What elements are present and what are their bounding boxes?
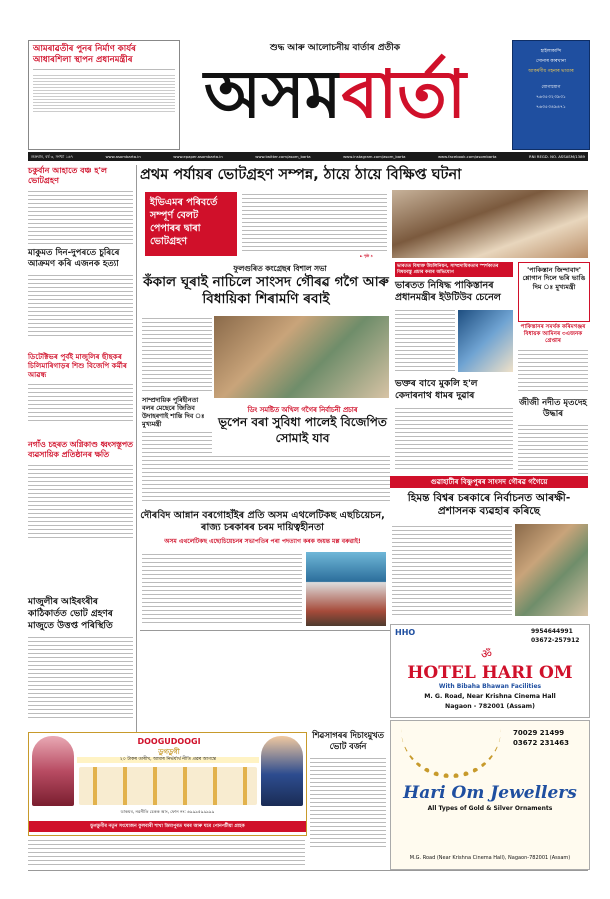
rally-kicker: ফুলগুৰিত কংগ্ৰেছৰ বিশাল সভা	[233, 264, 327, 273]
athletics-body	[142, 552, 302, 626]
top-right-ad	[512, 40, 590, 150]
hotel-ad-address-1: M. G. Road, Near Krishna Cinema Hall	[424, 693, 556, 700]
top-left-headline-1: আমৰাৱতীৰ পুনৰ নিৰ্মাণ কাৰ্যৰ	[33, 44, 136, 54]
top-left-box	[28, 40, 180, 150]
left-story-5	[28, 596, 133, 719]
pillar-title: জীজী নদীত মৃতদেহ উদ্ধাৰ	[519, 398, 587, 419]
rally-body	[142, 316, 212, 392]
jewellers-ad-sub: All Types of Gold & Silver Ornaments	[427, 805, 553, 812]
doogudoogi-ad	[28, 732, 307, 836]
hotel-ad-hho: HHO	[395, 628, 416, 637]
masthead-title	[200, 52, 470, 136]
left-story-3	[28, 352, 133, 422]
bhupen-headline: ভূপেন বৰা সুবিধা পালেই বিজেপিত সোমাই যাব	[218, 415, 387, 445]
left-story-1	[28, 166, 133, 247]
model-photo	[261, 736, 303, 806]
jewellers-ad-phone-1: 70029 21499	[513, 729, 565, 737]
evm-box	[145, 192, 237, 256]
top-right-ad-line: যোগাযোগ	[541, 85, 561, 90]
hotel-ad-sub: With Bibaha Bhawan Facilities	[438, 683, 542, 690]
doogudoogi-address: ডাকঘৰ, নৱনীতি চেকক আং, ফোন নং: ৬৯৯৯৫৯৯৯৯৯	[120, 809, 215, 814]
guwahati-box	[390, 476, 588, 488]
info-bar-link[interactable]: www.twitter.com/asom_barta	[255, 154, 311, 159]
hotel-ad-phone-2: 03672-257912	[531, 637, 580, 644]
evm-box-text: ইভিএমৰ পৰিবৰ্তে সম্পূৰ্ণ বেলট পেপাৰৰ দ্বাৰা ভোটগ্ৰহণ	[150, 197, 218, 247]
pakistan-box	[518, 262, 590, 322]
jewellers-ad-address: M.G. Road (Near Krishna Cinema Hall), Nagaon-782001 (Assam)	[409, 855, 571, 861]
left-column-divider	[136, 165, 137, 735]
india-news-body	[395, 308, 455, 372]
left-story-2-title: মাকুমত দিন-দুপৰতে চুৰিৰে আক্ৰমণ কৰি এজনক হত্যা	[28, 248, 120, 269]
hotel-ad-om: ॐ	[481, 647, 492, 661]
bhakta-headline: ভক্তৰ বাবে মুকলি হ'ল কেদাৰনাথ ধামৰ দুৱাৰ	[395, 378, 478, 401]
hotel-ad-phone-1: 9954644991	[531, 628, 573, 635]
athletics-subhead: অসম এথলেটিকছ এছোচিয়েচনৰ সভাপতিৰ পৰা পদত্যাগ কৰক জয়ন্ত মল্ল বৰুৱাই!	[164, 538, 361, 545]
doogudoogi-brand-sub: ডুগডুগী	[158, 748, 180, 756]
masthead-tagline: শুদ্ধ আৰু আলোচনীয় বাৰ্তাৰ প্ৰতীক	[269, 43, 401, 53]
top-right-ad-line: ৭৬৩৫৩২৩৯৩১	[536, 95, 566, 100]
masthead-title-part1: অসম	[204, 55, 342, 133]
india-news-photo	[458, 310, 513, 372]
info-bar	[28, 152, 588, 161]
left-story-4-title: নগাঁও চহৰত অগ্নিকাণ্ড ধ্বংসস্তূপত ব্যৱসায়িক প্ৰতিষ্ঠানৰ ক্ষতি	[28, 440, 133, 459]
left-story-3-title: ডিটেক্টিভৰ পুৰ্বই মাজুলিৰ ছীছকৰ চিলিমাৰিগাড়ৰ শিশু বিজেপি কৰ্মীৰ আৱন্ধ	[28, 352, 127, 379]
bhakta-body	[395, 406, 513, 470]
sibsagar-title: শিৱসাগৰৰ দিচাংমুখত ভোট বৰ্জন	[312, 730, 384, 751]
hotel-ad	[390, 624, 590, 718]
bottom-left-text	[28, 838, 305, 866]
bhupen-kicker: ডিং সমষ্টিত অখিল গগৈৰ নিৰ্বাচনী প্ৰচাৰ	[247, 406, 358, 414]
pillar-story	[518, 398, 588, 483]
india-news-kicker: ভাৰতত বিষাক্ত উচলিনিয়ন, সাম্প্ৰদায়িকতাৰ স্পৰ্শকাতৰ বিষয়বস্তু প্ৰচাৰ কৰাৰ অভিযোগ	[395, 262, 513, 277]
rally-headline: কঁকাল ঘূৰাই নাচিলে সাংসদ গৌৰৱ গগৈ আৰু বিধায়িকা শিৰামণি ৰবাই	[143, 274, 389, 307]
rally-photo	[214, 316, 389, 398]
himanta-body	[392, 524, 512, 616]
lead-photo	[392, 190, 588, 258]
hotel-ad-address-2: Nagaon - 782001 (Assam)	[445, 703, 535, 710]
lead-more-link[interactable]: ► পৃষ্ঠা ৪	[360, 254, 373, 258]
info-bar-link[interactable]: www.asombarta.in	[105, 154, 141, 159]
himanta-headline: হিমন্ত বিশ্বৰ চৰকাৰে নিৰ্বাচনত আৰক্ষী-প্ৰশাসনক ব্যৱহাৰ কৰিছে	[407, 492, 571, 517]
info-bar-item: শুক্ৰবাৰ, বৰ্ষ ৩, সংখ্যা ১৬৭	[31, 154, 73, 159]
info-bar-link[interactable]: www.epaper.asombarta.in	[173, 154, 223, 159]
left-story-5-title: মাজুলীৰ আইৰংৰীৰ কাঠিকাৰ্তত ভোট গ্ৰহণৰ মাজুতে উত্তপ্ত পৰিস্থিতি	[28, 597, 113, 631]
jewellers-ad-phone-2: 03672 231463	[513, 739, 570, 747]
jewellers-ad	[390, 720, 590, 870]
sibsagar-story	[310, 730, 386, 848]
top-left-headline-2: আধাৰশিলা স্থাপন প্ৰধানমন্ত্ৰীৰ	[33, 55, 133, 65]
left-story-4	[28, 440, 133, 539]
himanta-photo	[515, 524, 588, 616]
india-news-headline: ভাৰতত নিষিদ্ধ পাকিস্তানৰ প্ৰধানমন্ত্ৰীৰ ইউটিউব চেনেল	[395, 280, 501, 303]
info-bar-link[interactable]: www.instagram.com/asom_barta	[343, 154, 406, 159]
bottom-rule	[28, 870, 588, 871]
athletics-photo	[306, 552, 386, 626]
masthead-title-part2: বাৰ্তা	[341, 55, 466, 133]
jewellers-ad-name: Hari Om Jewellers	[403, 783, 577, 803]
pak-support-story	[518, 324, 588, 392]
doogudoogi-offer: ২০ টাকৰ তাৰীখ, আমাৰ নিৰ্ভৰ্যাৰ্থ নীতি প্ৰৱৰ আগন্তে	[77, 757, 259, 763]
info-bar-link[interactable]: www.facebook.com/asombarta	[437, 154, 497, 159]
top-right-ad-line: হাইলাকান্দি	[540, 49, 562, 54]
model-photo	[32, 736, 74, 806]
left-story-1-title: চকুৰ্বান আহাতে বঞ্চ হ'ল ভোটগ্ৰহণ	[28, 166, 107, 185]
jewelry-display	[79, 767, 257, 805]
doogudoogi-footer: ডুগডুগীৰ নতুন সংযোজন ফুলবাৰী শাখা ডিমাপুৰত ঘৰৰ আৰু ঘৰে পোনপটীয়া গ্ৰাহক	[29, 821, 306, 832]
athletics-headline: দৌৰবিদ আন্নান বৰগোহাঁইৰ প্ৰতি অসম এথলেটিকছ এছচিয়েচন, ৰাজ্য চৰকাৰৰ চৰম দায়িত্বহীনতা	[140, 510, 385, 533]
top-right-ad-line: সোনাৰ কাৰখানা	[536, 59, 566, 64]
hotel-ad-name: HOTEL HARI OM	[407, 663, 573, 683]
lead-body	[242, 192, 387, 254]
guwahati-box-title: গুৱাহাটীৰ বিষ্ণুপুৰৰ সাংসদ গৌৰৱ গগৈয়ে	[430, 478, 548, 486]
top-left-body-text	[33, 69, 175, 135]
top-right-ad-line: আকৰ্ষণীয় গহনাৰ ভাণ্ডাৰ	[528, 69, 574, 74]
side-story-title: সাম্প্ৰদায়িক পুৰিহীনতা বলৰ মেছেৰে জিতিব উদাহৰণাই শান্তি দিব ঃ মুখ্যমন্ত্ৰী	[142, 396, 205, 428]
left-story-2	[28, 248, 133, 339]
lead-headline: প্ৰথম পৰ্যায়ৰ ভোটগ্ৰহণ সম্পন্ন, ঠায়ে ঠায়ে বিক্ষিপ্ত ঘটনা	[140, 167, 462, 183]
top-right-ad-line: ৭৬৩৫৩৪৯৪৭১	[536, 105, 566, 110]
necklace-icon	[401, 729, 501, 778]
pak-support-title: পাকিস্তানৰ সমৰ্থক কৰিমগঞ্জৰ বিধায়ক আমিনৰ ৩এজনক গ্ৰেপ্তাৰ	[520, 324, 586, 344]
pakistan-box-title: 'পাকিস্তান জিন্দাবাদ' শ্লোগান দিলে ভৰি ভাঙি দিম ঃ মুখ্যমন্ত্ৰী	[522, 266, 586, 291]
info-bar-item: RNI REGD. NO. ASSASM/1389	[529, 154, 585, 159]
bhupen-body	[142, 454, 390, 504]
doogudoogi-brand: DOOGUDOOGI	[137, 737, 201, 746]
